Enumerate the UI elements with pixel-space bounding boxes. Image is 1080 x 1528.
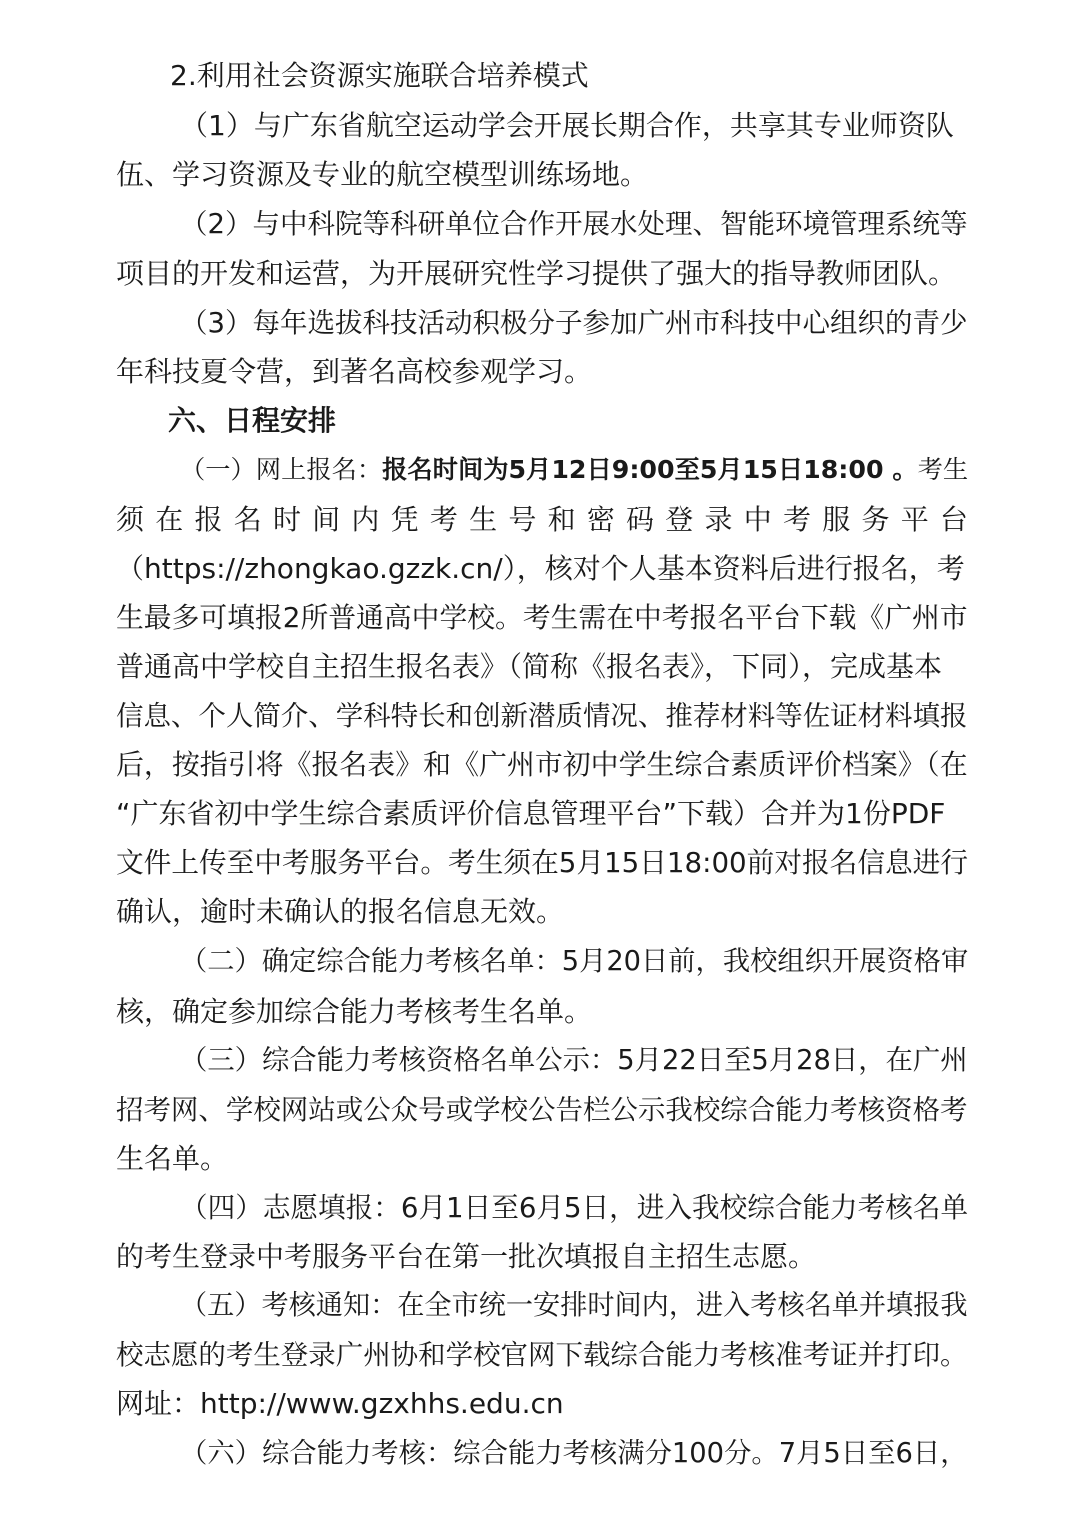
char: 服 [822, 503, 851, 536]
item-5-line-1: （五）考核通知：在全市统一安排时间内，进入考核名单并填报我 [180, 1290, 968, 1321]
char: 登 [665, 503, 694, 536]
char: 报 [194, 503, 223, 536]
char: 平 [900, 503, 929, 536]
item-3-line-3: 生名单。 [116, 1142, 229, 1175]
item-5-line-2: 校志愿的考生登录广州协和学校官网下载综合能力考核准考证并打印。 [116, 1339, 968, 1371]
char: 台 [939, 503, 968, 536]
char: 在 [155, 503, 184, 536]
item-1-label: （一）网上报名： [180, 455, 383, 484]
website-url[interactable]: 网址：http://www.gzxhhs.edu.cn [116, 1387, 564, 1420]
item-2-line-1: （二）确定综合能力考核名单：5月20日前，我校组织开展资格审 [180, 946, 969, 977]
item-1-line-9: 文件上传至中考服务平台。考生须在5月15日18:00前对报名信息进行 [116, 846, 969, 879]
char: 须 [116, 503, 145, 536]
item-1-line-8: “广东省初中学生综合素质评价信息管理平台”下载）合并为1份PDF [116, 797, 946, 830]
char: 间 [312, 503, 341, 536]
char: 考 [782, 503, 811, 536]
char: 内 [351, 503, 380, 536]
para-3-line-2: 年科技夏令营，到著名高校参观学习。 [116, 355, 593, 388]
char: 凭 [390, 503, 419, 536]
item-4-line-1: （四）志愿填报：6月1日至6月5日，进入我校综合能力考核名单 [180, 1191, 969, 1224]
char: 密 [586, 503, 615, 536]
registration-time: 报名时间为5月12日9:00至5月15日18:00 。 [382, 455, 918, 484]
section-6-heading: 六、日程安排 [168, 404, 337, 437]
item-3-line-2: 招考网、学校网站或公众号或学校公告栏公示我校综合能力考核资格考 [116, 1094, 968, 1126]
item-2-line-2: 核，确定参加综合能力考核考生名单。 [116, 995, 593, 1028]
para-2-line-2: 项目的开发和运营，为开展研究性学习提供了强大的指导教师团队。 [116, 257, 957, 290]
item-1-line-2 [116, 502, 968, 538]
char: 生 [469, 503, 498, 536]
char: 和 [547, 503, 576, 536]
section-2-title: 2.利用社会资源实施联合培养模式 [170, 59, 589, 92]
item-4-line-2: 的考生登录中考服务平台在第一批次填报自主招生志愿。 [116, 1240, 817, 1273]
char: 码 [626, 503, 655, 536]
item-1-line-3: （https://zhongkao.gzzk.cn/），核对个人基本资料后进行报名，考 [116, 552, 965, 585]
item-1-line-7: 后，按指引将《报名表》和《广州市初中学生综合素质评价档案》（在 [116, 748, 968, 781]
char: 录 [704, 503, 733, 536]
para-2-line-1: （2）与中科院等科研单位合作开展水处理、智能环境管理系统等 [180, 208, 968, 240]
para-1-line-1: （1）与广东省航空运动学会开展长期合作，共享其专业师资队 [180, 109, 954, 142]
para-3-line-1: （3）每年选拔科技活动积极分子参加广州市科技中心组织的青少 [180, 307, 968, 339]
char: 考 [429, 503, 458, 536]
char: 名 [233, 503, 262, 536]
item-3-line-1: （三）综合能力考核资格名单公示：5月22日至5月28日，在广州 [180, 1045, 968, 1076]
char: 务 [861, 503, 890, 536]
item-1-line-10: 确认，逾时未确认的报名信息无效。 [116, 895, 565, 928]
item-1-line-4: 生最多可填报2所普通高中学校。考生需在中考报名平台下载《广州市 [116, 601, 968, 634]
item-1-line-5: 普通高中学校自主招生报名表》（简称《报名表》，下同），完成基本 [116, 650, 943, 683]
char: 时 [272, 503, 301, 536]
item-1-line-6: 信息、个人简介、学科特长和创新潜质情况、推荐材料等佐证材料填报 [116, 700, 968, 732]
item-6-line-1: （六）综合能力考核：综合能力考核满分100分。7月5日至6日， [180, 1438, 968, 1469]
para-1-line-2: 伍、学习资源及专业的航空模型训练场地。 [116, 158, 649, 191]
item-1-line-1 [180, 452, 968, 488]
char: 中 [743, 503, 772, 536]
item-1-continuation: 考生 [917, 455, 969, 484]
char: 号 [508, 503, 537, 536]
